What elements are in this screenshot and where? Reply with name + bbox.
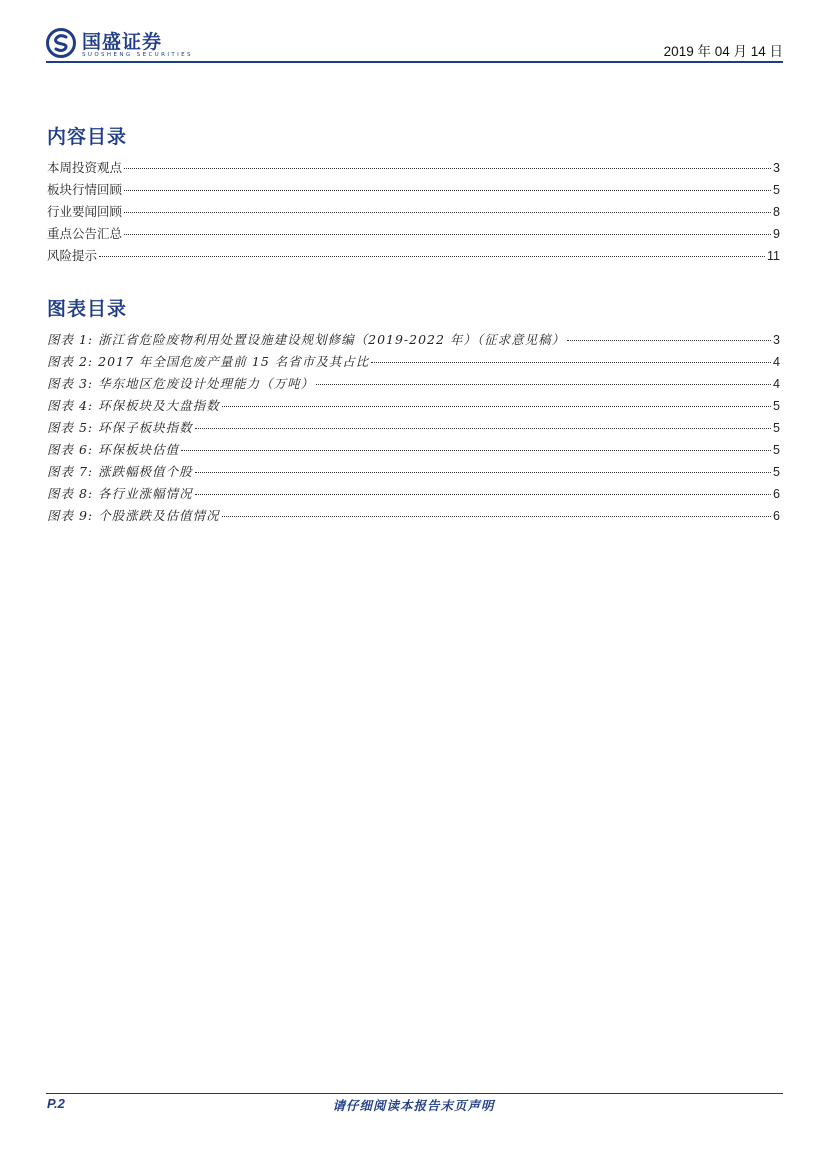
figure-entry-label: 图表 6: 环保板块估值	[47, 442, 180, 457]
dot-leader	[222, 406, 771, 407]
figure-entry-label: 图表 5: 环保子板块指数	[47, 420, 193, 435]
figure-entry[interactable]	[47, 373, 780, 395]
contents-entry-label: 行业要闻回顾	[47, 204, 123, 219]
figure-entry-page-number: 5	[773, 399, 780, 413]
contents-list	[47, 157, 780, 267]
page-header	[46, 26, 783, 62]
dot-leader	[316, 384, 771, 385]
figure-entry[interactable]	[47, 395, 780, 417]
logo-english-name: SUOSHENG SECURITIES	[82, 52, 193, 58]
figure-entry-label: 图表 4: 环保板块及大盘指数	[47, 398, 220, 413]
figure-entry[interactable]	[47, 439, 780, 461]
dot-leader	[124, 212, 771, 213]
figure-entry[interactable]	[47, 417, 780, 439]
dot-leader	[124, 234, 771, 235]
figure-entry-page-number: 5	[773, 443, 780, 457]
contents-entry-page-number: 3	[773, 161, 780, 175]
company-logo-icon	[46, 28, 76, 58]
figure-entry-page-number: 4	[773, 377, 780, 391]
dot-leader	[371, 362, 771, 363]
footer-divider	[46, 1093, 783, 1094]
figure-entry[interactable]	[47, 461, 780, 483]
dot-leader	[195, 494, 771, 495]
dot-leader	[124, 168, 771, 169]
contents-entry[interactable]	[47, 157, 780, 179]
figure-entry[interactable]	[47, 483, 780, 505]
contents-entry-page-number: 9	[773, 227, 780, 241]
contents-entry[interactable]	[47, 223, 780, 245]
report-date: 2019 年 04 月 14 日	[663, 44, 783, 59]
dot-leader	[195, 472, 771, 473]
figure-entry-page-number: 5	[773, 465, 780, 479]
figures-list	[47, 329, 780, 527]
contents-entry-page-number: 11	[767, 249, 780, 263]
figure-entry-label: 图表 1: 浙江省危险废物利用处置设施建设规划修编（2019-2022 年）（征求意见稿）	[47, 332, 566, 347]
figure-entry-label: 图表 7: 涨跌幅极值个股	[47, 464, 193, 479]
figure-entry[interactable]	[47, 329, 780, 351]
dot-leader	[99, 256, 765, 257]
figure-entry-label: 图表 3: 华东地区危废设计处理能力（万吨）	[47, 376, 315, 391]
disclaimer-note: 请仔细阅读本报告末页声明	[332, 1098, 495, 1113]
contents-title: 内容目录	[47, 126, 128, 148]
header-divider	[46, 61, 783, 63]
figure-entry-page-number: 3	[773, 333, 780, 347]
figure-entry-page-number: 6	[773, 509, 780, 523]
contents-entry-label: 风险提示	[47, 248, 98, 263]
dot-leader	[124, 190, 771, 191]
contents-entry-page-number: 5	[773, 183, 780, 197]
dot-leader	[195, 428, 771, 429]
dot-leader	[567, 340, 771, 341]
contents-entry[interactable]	[47, 179, 780, 201]
figure-entry-label: 图表 9: 个股涨跌及估值情况	[47, 508, 220, 523]
contents-entry-label: 重点公告汇总	[47, 226, 123, 241]
contents-entry-label: 板块行情回顾	[47, 182, 123, 197]
contents-entry[interactable]	[47, 245, 780, 267]
contents-entry[interactable]	[47, 201, 780, 223]
figures-title: 图表目录	[47, 298, 128, 320]
contents-entry-page-number: 8	[773, 205, 780, 219]
dot-leader	[181, 450, 771, 451]
contents-entry-label: 本周投资观点	[47, 160, 123, 175]
page-number: P.2	[47, 1096, 65, 1111]
figure-entry[interactable]	[47, 351, 780, 373]
figure-entry-label: 图表 2: 2017 年全国危废产量前 15 名省市及其占比	[47, 354, 370, 369]
figure-entry-page-number: 6	[773, 487, 780, 501]
figure-entry-page-number: 4	[773, 355, 780, 369]
figure-entry-page-number: 5	[773, 421, 780, 435]
dot-leader	[222, 516, 771, 517]
figure-entry-label: 图表 8: 各行业涨幅情况	[47, 486, 193, 501]
figure-entry[interactable]	[47, 505, 780, 527]
logo-chinese-name: 国盛证券	[82, 31, 163, 53]
